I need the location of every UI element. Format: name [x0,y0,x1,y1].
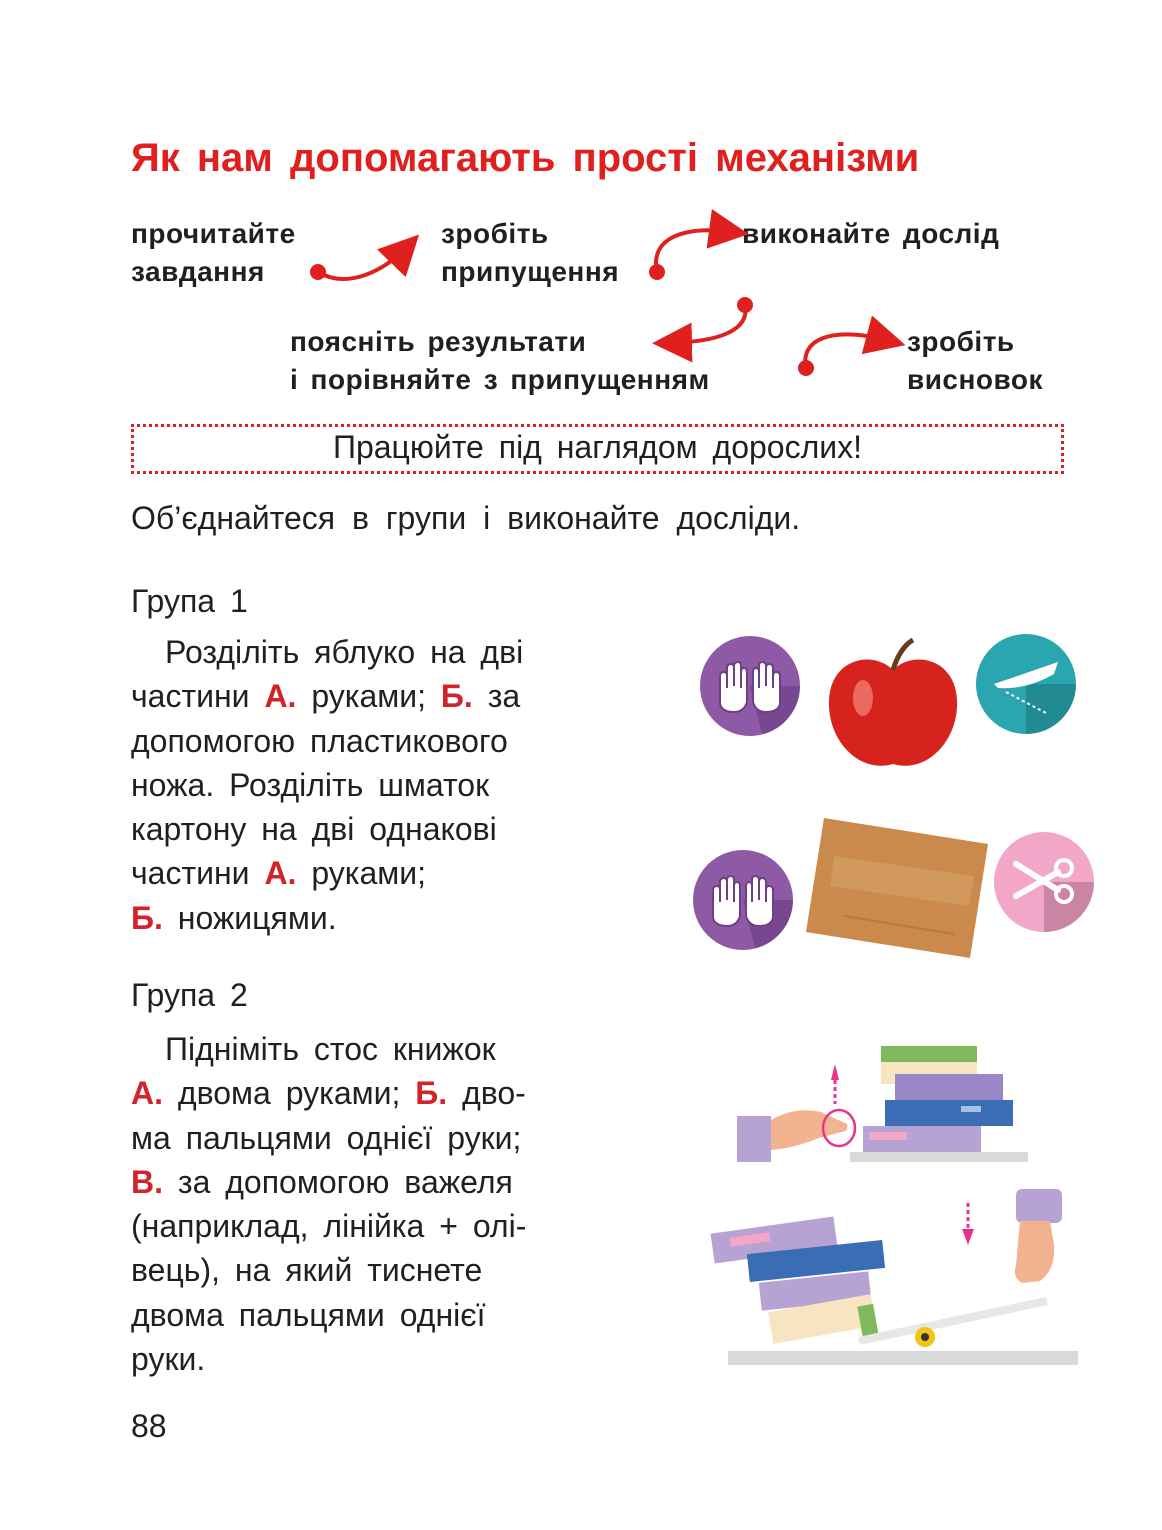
group2-line: А. двома руками; Б. дво- [131,1075,526,1112]
step-conclude-line1: зробіть [907,326,1015,357]
group1-title: Група 1 [131,583,248,619]
group2-line: В. за допомогою важеля [131,1163,513,1200]
step-guess-line2: припущення [441,256,620,287]
step-conclude-line2: висновок [907,364,1043,395]
page-title: Як нам допомагають прості механізми [131,136,920,180]
scissors-icon [994,832,1096,934]
group1-line: Б. ножицями. [131,899,337,936]
page-number: 88 [131,1408,167,1444]
books-hand-icon [735,1040,1035,1170]
group2-text [131,1027,526,1381]
group2-line: двома пальцями однієї [131,1296,486,1333]
apple-icon [823,636,963,776]
group1-line: картону на дві однакові [131,811,497,848]
step-experiment: виконайте дослід [742,218,1000,249]
cardboard-icon [804,816,990,961]
intro-text: Об’єднайтеся в групи і виконайте досліди. [131,500,801,536]
group1-line: допомогою пластикового [131,722,508,759]
hands-icon [693,850,795,952]
lever-books-icon [710,1185,1082,1370]
group1-line: ножа. Розділіть шматок [131,766,490,803]
step-guess-line1: зробіть [441,218,549,249]
knife-icon [976,634,1078,736]
group1-text [131,630,523,940]
group2-line: вець), на який тиснете [131,1252,483,1289]
group2-line: Підніміть стос книжок [165,1031,496,1067]
group2-line: ма пальцями однієї руки; [131,1119,522,1156]
step-explain-line1: поясніть результати [290,326,587,357]
group2-line: руки. [131,1341,206,1378]
group1-line: частини А. руками; [131,855,427,892]
group2-title: Група 2 [131,977,248,1013]
step-read-line1: прочитайте [131,218,296,249]
group2-line: (наприклад, лінійка + олі- [131,1208,527,1245]
hands-icon [700,636,802,738]
warning-text: Працюйте під наглядом дорослих! [332,429,863,465]
group1-line: Розділіть яблуко на дві [165,634,524,670]
flow-arrows-icon [0,0,1162,420]
step-explain-line2: і порівняйте з припущенням [290,364,710,395]
group1-line: частини А. руками; Б. за [131,678,521,715]
step-read-line2: завдання [131,256,265,287]
